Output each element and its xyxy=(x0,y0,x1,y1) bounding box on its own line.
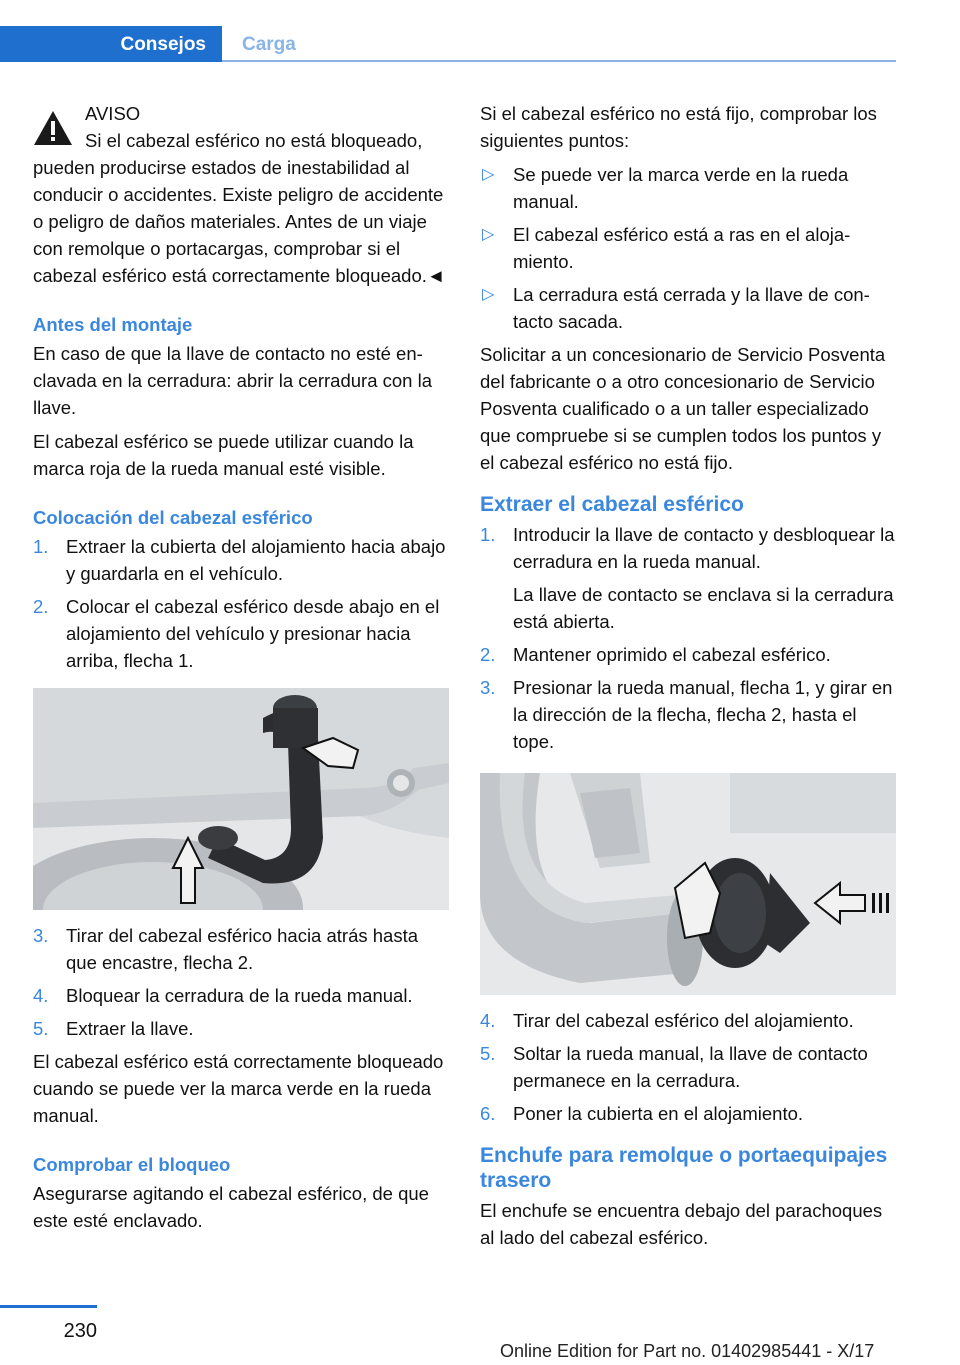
list-item xyxy=(33,533,449,587)
list-item xyxy=(33,1015,449,1042)
step-number: 4. xyxy=(33,985,49,1006)
step-number: 5. xyxy=(480,1043,496,1064)
heading-enchufe: Enchufe para remolque o portaequipajes trasero xyxy=(480,1144,888,1192)
tab-carga[interactable]: Carga xyxy=(242,33,296,55)
step-text: Tirar del cabezal esférico hacia atrás hasta que encastre, flecha 2. xyxy=(66,925,419,973)
list-item xyxy=(480,674,896,755)
paragraph-before-1: En caso de que la llave de contacto no esté enclavada en la cerradura: abrir la cerradura con la llave. xyxy=(33,343,432,418)
heading-antes-del-montaje: Antes del montaje xyxy=(33,314,193,335)
step-text: Colocar el cabezal esférico desde abajo en el alojamiento del vehículo y presionar hacia arriba, flecha 1. xyxy=(66,596,440,671)
step-text: Poner la cubierta en el alojamiento. xyxy=(513,1103,804,1124)
heading-colocacion: Colocación del cabezal esférico xyxy=(33,507,313,528)
step-text: Extraer la cubierta del alojamiento hacia abajo y guardarla en el vehículo. xyxy=(66,536,446,584)
heading-comprobar-bloqueo: Comprobar el bloqueo xyxy=(33,1154,231,1175)
right-column xyxy=(480,100,896,1258)
step-number: 3. xyxy=(480,677,496,698)
step-number: 5. xyxy=(33,1018,49,1039)
paragraph-dealer: Solicitar a un concesionario de Servicio Posventa del fabricante o a otro concesionario de Servicio Posventa cualificado o a un taller especializado que compruebe si se cumplen todos los puntos y el cabezal esférico no está fijo. xyxy=(480,344,886,473)
tow-hook-illustration xyxy=(33,688,449,910)
hand-wheel-illustration xyxy=(480,773,896,995)
paragraph-socket: El enchufe se encuentra debajo del parachoques al lado del cabezal esférico. xyxy=(480,1200,883,1248)
step-number: 2. xyxy=(33,596,49,617)
figure-hand-wheel xyxy=(480,773,896,995)
check-text: La cerradura está cerrada y la llave de contacto sacada. xyxy=(513,284,870,332)
list-item xyxy=(480,641,896,668)
step-text: Introducir la llave de contacto y desbloquear la cerradura en la rueda manual. xyxy=(513,524,895,572)
heading-extraer: Extraer el cabezal esférico xyxy=(480,493,744,516)
list-item xyxy=(480,1040,896,1094)
list-item xyxy=(480,521,896,635)
step-text: Extraer la llave. xyxy=(66,1018,194,1039)
list-item xyxy=(480,221,896,275)
paragraph-before-2: El cabezal esférico se puede utilizar cuando la marca roja de la rueda manual esté visible. xyxy=(33,431,414,479)
check-text: El cabezal esférico está a ras en el alojamiento. xyxy=(513,224,851,272)
list-item xyxy=(480,1007,896,1034)
list-item xyxy=(480,281,896,335)
header-tabs xyxy=(0,0,896,62)
warning-text-first: Si el cabezal esférico no está bloqueado, xyxy=(85,130,423,151)
edition-note: Online Edition for Part no. 01402985441 - X/17 xyxy=(500,1341,875,1361)
footer-rule xyxy=(0,1305,97,1308)
paragraph-intro: Si el cabezal esférico no está fijo, comprobar los siguientes puntos: xyxy=(480,103,877,151)
warning-text: pueden producirse estados de inestabilidad al conducir o accidentes. Existe peligro de accidente o peligro de daños materiales. Antes de un viaje con remolque o portacargas, comprobar si el cabezal esférico está correctamente bloqueado.◄ xyxy=(33,157,446,286)
steps-placement-b xyxy=(33,922,449,1042)
triangle-bullet-icon: ▷ xyxy=(482,166,495,183)
triangle-bullet-icon: ▷ xyxy=(482,286,495,303)
tab-consejos[interactable]: Consejos xyxy=(0,26,222,62)
warning-title: AVISO xyxy=(85,103,141,124)
step-text: Soltar la rueda manual, la llave de contacto permanece en la cerradura. xyxy=(513,1043,868,1091)
step-number: 4. xyxy=(480,1010,496,1031)
step-number: 6. xyxy=(480,1103,496,1124)
check-text: Se puede ver la marca verde en la rueda manual. xyxy=(513,164,849,212)
step-number: 3. xyxy=(33,925,49,946)
figure-ball-head-mount xyxy=(33,688,449,910)
triangle-bullet-icon: ▷ xyxy=(482,226,495,243)
step-subtext: La llave de contacto se enclava si la cerradura está abierta. xyxy=(513,584,894,632)
list-item xyxy=(480,161,896,215)
list-item xyxy=(33,593,449,674)
step-text: Presionar la rueda manual, flecha 1, y girar en la dirección de la flecha, flecha 2, hasta el tope. xyxy=(513,677,893,752)
list-item xyxy=(480,1100,896,1127)
step-number: 1. xyxy=(33,536,49,557)
step-text: Bloquear la cerradura de la rueda manual. xyxy=(66,985,413,1006)
list-item xyxy=(33,922,449,976)
tab-underline xyxy=(222,60,896,62)
list-item xyxy=(33,982,449,1009)
steps-remove-a xyxy=(480,521,896,755)
paragraph-check: Asegurarse agitando el cabezal esférico, de que este esté enclavado. xyxy=(33,1183,429,1231)
step-text: Mantener oprimido el cabezal esférico. xyxy=(513,644,831,665)
left-column xyxy=(33,100,449,1241)
step-number: 1. xyxy=(480,524,496,545)
warning-triangle-icon xyxy=(33,110,73,146)
step-number: 2. xyxy=(480,644,496,665)
page-number: 230 xyxy=(63,1320,97,1342)
warning-box xyxy=(33,100,449,154)
paragraph-locked: El cabezal esférico está correctamente bloqueado cuando se puede ver la marca verde en la rueda manual. xyxy=(33,1051,444,1126)
checklist xyxy=(480,161,896,335)
step-text: Tirar del cabezal esférico del alojamiento. xyxy=(513,1010,854,1031)
steps-remove-b xyxy=(480,1007,896,1127)
steps-placement-a xyxy=(33,533,449,674)
